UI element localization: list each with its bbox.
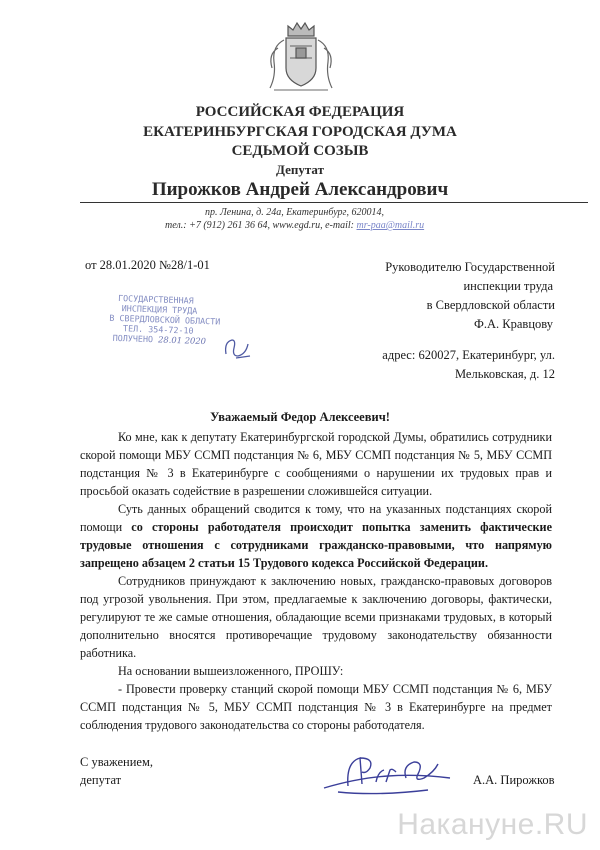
handwritten-signature bbox=[318, 748, 458, 800]
header-line-federation: РОССИЙСКАЯ ФЕДЕРАЦИЯ bbox=[195, 104, 405, 120]
header-contacts-text: тел.: +7 (912) 261 36 64, www.egd.ru, e-mail: bbox=[165, 220, 357, 231]
header-line-deputy: Депутат bbox=[276, 162, 324, 177]
paragraph-4-text: На основании вышеизложенного, ПРОШУ: bbox=[118, 664, 344, 678]
coat-of-arms-emblem bbox=[260, 18, 342, 98]
header-divider bbox=[80, 202, 588, 203]
stamp-date: 28.01 2020 bbox=[157, 334, 207, 347]
stamp-line-4: ТЕЛ. 354-72-10 bbox=[122, 323, 194, 336]
stamp-line-2: ИНСПЕКЦИЯ ТРУДА bbox=[121, 303, 198, 316]
recipient-line-3: в Свердловской области bbox=[426, 298, 555, 312]
paragraph-2 bbox=[80, 500, 552, 572]
salutation: Уважаемый Федор Алексеевич! bbox=[210, 410, 390, 424]
site-watermark: Накануне.RU bbox=[397, 808, 588, 841]
recipient-line-1: Руководителю Государственной bbox=[385, 260, 555, 274]
deputy-name: Пирожков Андрей Александрович bbox=[151, 179, 449, 200]
closing-position: депутат bbox=[80, 773, 122, 787]
closing-regards: С уважением, bbox=[80, 755, 153, 769]
stamp-initials-icon bbox=[222, 336, 252, 362]
header-line-duma: ЕКАТЕРИНБУРГСКАЯ ГОРОДСКАЯ ДУМА bbox=[143, 124, 457, 140]
outgoing-number: от 28.01.2020 №28/1-01 bbox=[85, 258, 210, 272]
paragraph-1-text: Ко мне, как к депутату Екатеринбургской городской Думы, обратились сотрудники скорой помощи МБУ ССМП подстанция № 6, МБУ ССМП подстанция № 5, МБУ ССМП подстанция № 3 в Екатеринбурге с сообщениями о нарушении их трудовых прав и просьбой оказать содействие в разрешении сложившейся ситуации. bbox=[80, 430, 552, 498]
paragraph-5 bbox=[80, 680, 552, 734]
header-email: mr-paa@mail.ru bbox=[356, 220, 425, 231]
paragraph-4 bbox=[80, 662, 552, 680]
recipient-address-1: адрес: 620027, Екатеринбург, ул. bbox=[382, 348, 555, 362]
recipient-block bbox=[340, 258, 555, 384]
paragraph-1 bbox=[80, 428, 552, 500]
stamp-line-1: ГОСУДАРСТВЕННАЯ bbox=[117, 292, 194, 306]
recipient-address-2: Мельковская, д. 12 bbox=[454, 367, 555, 381]
paragraph-5-text: - Провести проверку станций скорой помощи МБУ ССМП подстанция № 6, МБУ ССМП подстанция № 5, МБУ ССМП подстанция № 3 в Екатеринбурге на предмет соблюдения трудового законодательства со стороны работодателя. bbox=[80, 682, 552, 732]
paragraph-2-text: Суть данных обращений сводится к тому, что на указанных подстанциях скорой помощи bbox=[80, 502, 552, 534]
stamp-line-5: ПОЛУЧЕНО bbox=[112, 332, 154, 345]
signer-name: А.А. Пирожков bbox=[473, 773, 555, 787]
paragraph-3-text: Сотрудников принуждают к заключению новых, гражданско-правовых договоров под угрозой увольнения. При этом, предлагаемые к заключению договоры, фактически, регулируют те же самые отношения, обладающие всеми признаками трудовых, в который дополнительно вносятся противоречащие трудовому законодательству обязанности работника. bbox=[80, 574, 552, 660]
paragraph-2-bold: со стороны работодателя происходит попытка заменить фактические трудовые отношения с сотрудниками гражданско-правовыми, что напрямую запрещено абзацем 2 статьи 15 Трудового кодекса Российской Федерации. bbox=[80, 520, 552, 570]
header-address: пр. Ленина, д. 24а, Екатеринбург, 620014, bbox=[205, 207, 384, 218]
header-contacts bbox=[165, 220, 424, 231]
recipient-line-2: инспекции труда bbox=[463, 279, 553, 293]
stamp-line-3: В СВЕРДЛОВСКОЙ ОБЛАСТИ bbox=[109, 312, 221, 327]
paragraph-3 bbox=[80, 572, 552, 662]
recipient-line-4: Ф.А. Кравцову bbox=[474, 317, 553, 331]
header-line-convocation: СЕДЬМОЙ СОЗЫВ bbox=[231, 143, 369, 159]
